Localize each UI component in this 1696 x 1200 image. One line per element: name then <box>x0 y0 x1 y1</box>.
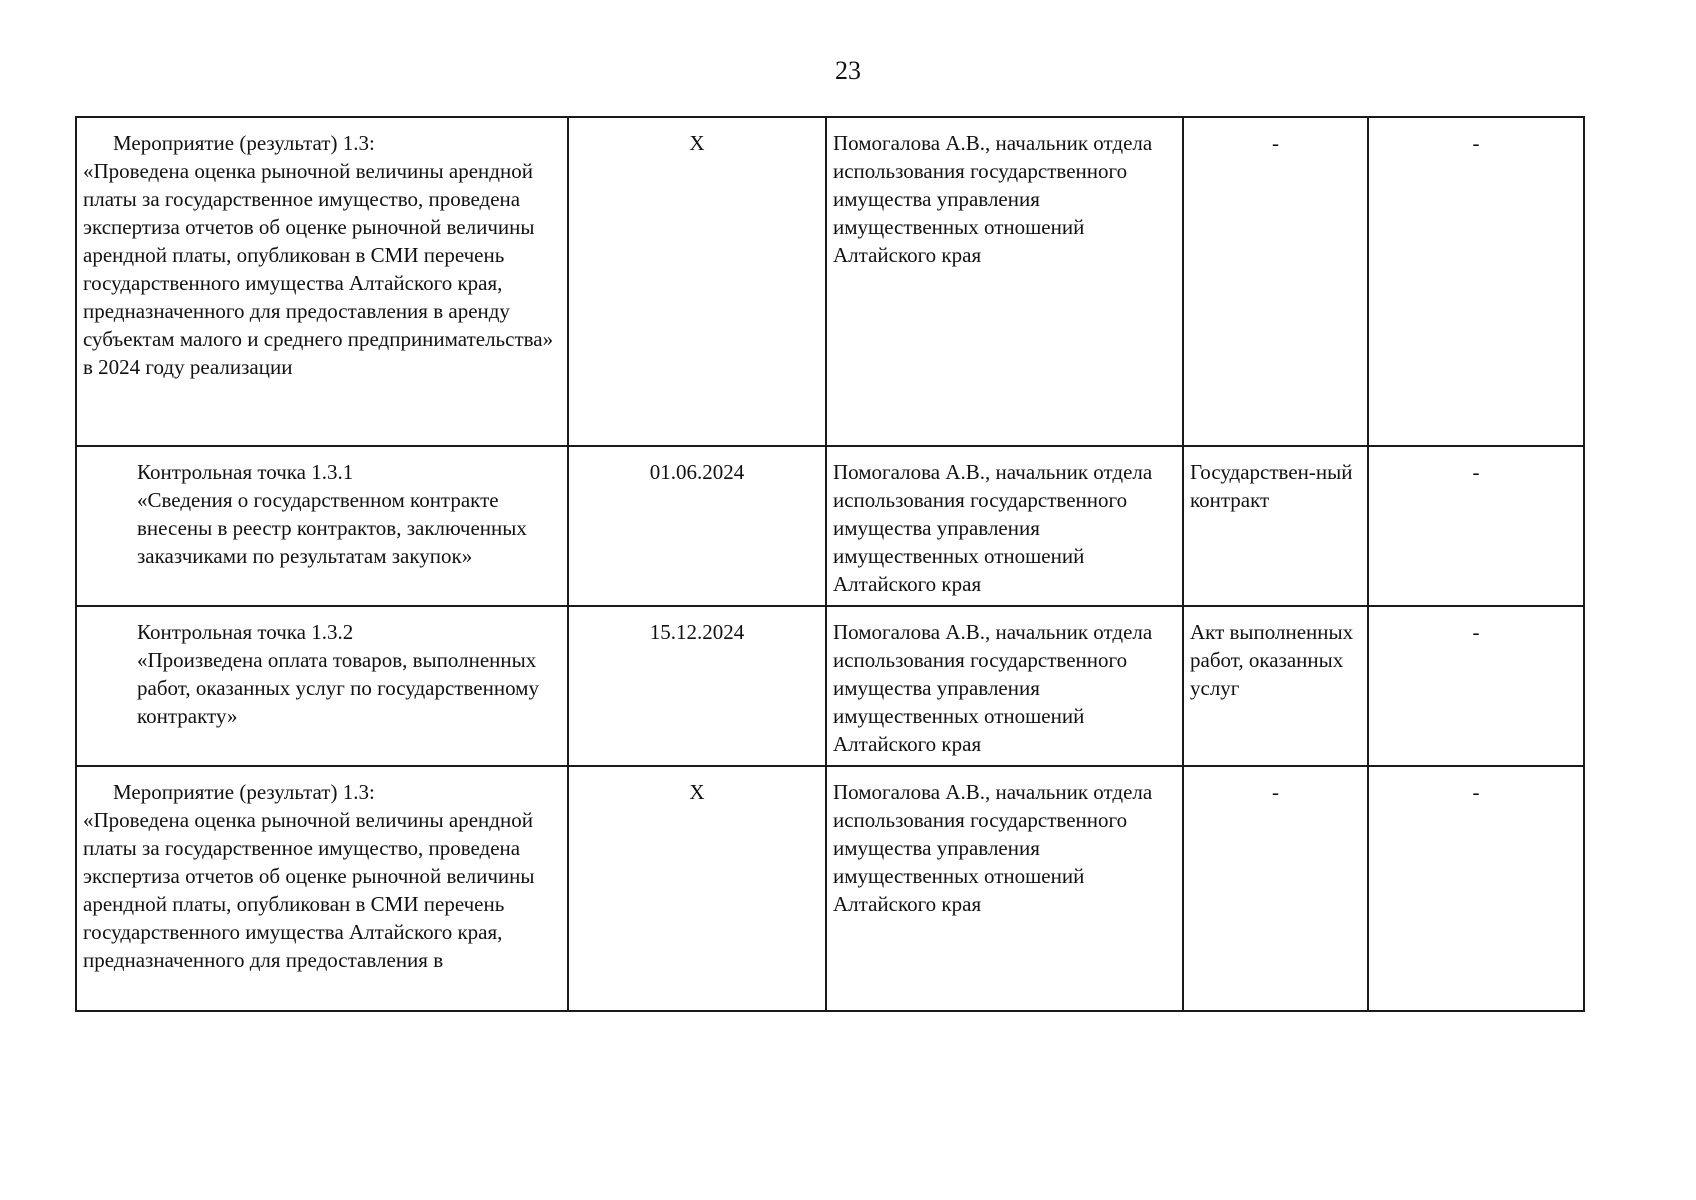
date-cell: 01.06.2024 <box>568 446 826 606</box>
responsible-cell: Помогалова А.В., начальник отдела использования государственного имущества управления имущественных отношений Алтайского края <box>826 446 1183 606</box>
date-cell: Х <box>568 766 826 1011</box>
extra-cell: - <box>1368 606 1584 766</box>
page-number: 23 <box>835 56 861 85</box>
control-point-description-cell: Контрольная точка 1.3.2 «Произведена оплата товаров, выполненных работ, оказанных услуг по государственному контракту» <box>76 606 568 766</box>
responsible-cell: Помогалова А.В., начальник отдела использования государственного имущества управления имущественных отношений Алтайского края <box>826 117 1183 446</box>
extra-cell: - <box>1368 446 1584 606</box>
document-cell: - <box>1183 766 1368 1011</box>
responsible-cell: Помогалова А.В., начальник отдела использования государственного имущества управления имущественных отношений Алтайского края <box>826 766 1183 1011</box>
document-cell: Акт выполненных работ, оказанных услуг <box>1183 606 1368 766</box>
document-cell: Государствен-ный контракт <box>1183 446 1368 606</box>
table-row <box>76 117 1584 446</box>
table-row <box>76 606 1584 766</box>
responsible-cell: Помогалова А.В., начальник отдела использования государственного имущества управления имущественных отношений Алтайского края <box>826 606 1183 766</box>
date-cell: 15.12.2024 <box>568 606 826 766</box>
table-row <box>76 766 1584 1011</box>
plan-table <box>75 116 1585 1012</box>
extra-cell: - <box>1368 117 1584 446</box>
document-cell: - <box>1183 117 1368 446</box>
date-cell: Х <box>568 117 826 446</box>
control-point-description-cell: Контрольная точка 1.3.1 «Сведения о государственном контракте внесены в реестр контрактов, заключенных заказчиками по результатам закупок» <box>76 446 568 606</box>
event-description-cell: Мероприятие (результат) 1.3: «Проведена оценка рыночной величины арендной платы за государственное имущество, проведена экспертиза отчетов об оценке рыночной величины арендной платы, опубликован в СМИ перечень государственного имущества Алтайского края, предназначенного для предоставления в аренду субъектам малого и среднего предпринимательства» в 2024 году реализации <box>76 117 568 446</box>
event-description-cell: Мероприятие (результат) 1.3: «Проведена оценка рыночной величины арендной платы за государственное имущество, проведена экспертиза отчетов об оценке рыночной величины арендной платы, опубликован в СМИ перечень государственного имущества Алтайского края, предназначенного для предоставления в <box>76 766 568 1011</box>
table-row <box>76 446 1584 606</box>
extra-cell: - <box>1368 766 1584 1011</box>
